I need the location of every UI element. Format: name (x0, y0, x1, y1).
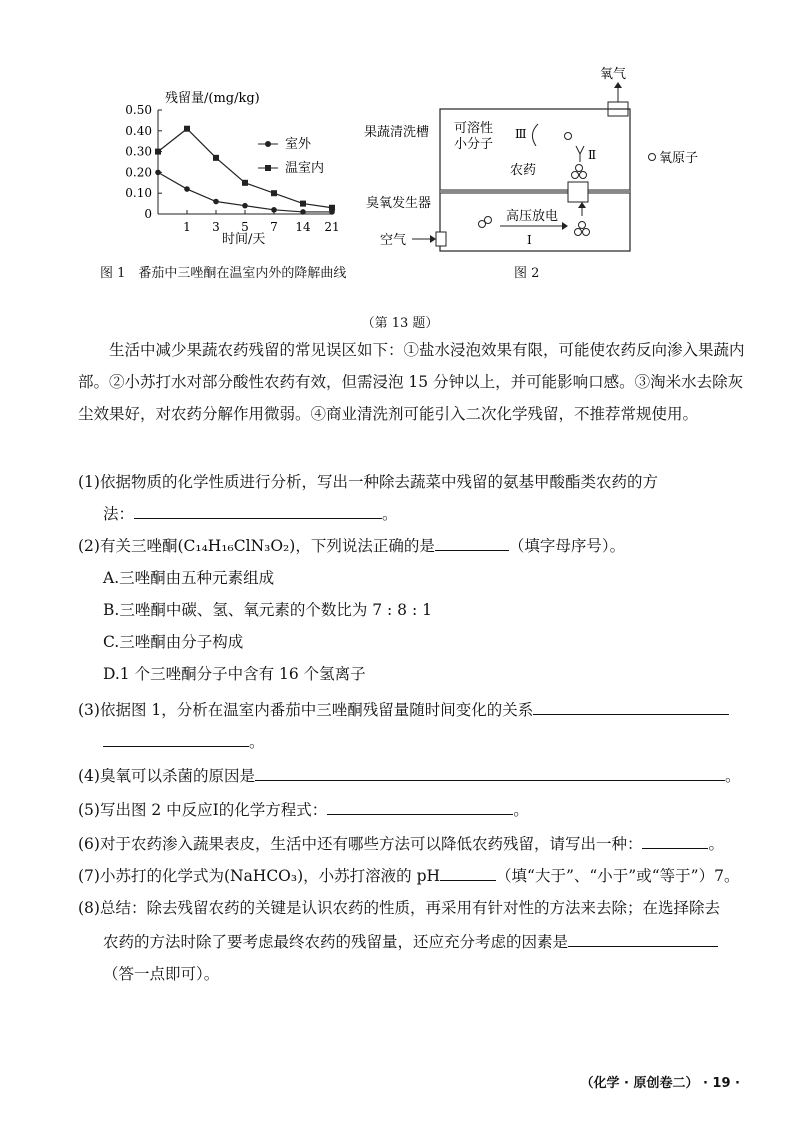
y-tick-labels (125, 103, 162, 221)
q1-end: 。 (382, 505, 398, 523)
ozone-pipe (568, 182, 588, 202)
series-0-point (300, 209, 306, 215)
y-tick-label: 0.30 (125, 144, 152, 159)
roman-3: Ⅲ (515, 127, 527, 141)
q6-end: 。 (708, 835, 724, 853)
y-shape-molecule (576, 146, 584, 162)
oxygen-atom-in-tank (565, 133, 572, 140)
series-0-point (184, 186, 190, 192)
roman-1: Ⅰ (527, 233, 532, 247)
y-tick-label: 0 (144, 207, 152, 221)
q7-prefix: (7)小苏打的化学式为(NaHCO₃)，小苏打溶液的 pH (78, 867, 441, 885)
q5-answer-blank[interactable] (327, 798, 513, 815)
q8-line1: (8)总结：除去残留农药的关键是认识农药的性质，再采用有针对性的方法来去除；在选择除去 (78, 899, 720, 917)
oxygen-molecule (479, 217, 492, 228)
series-0-point (271, 207, 277, 213)
discharge-label: 高压放电 (506, 209, 559, 224)
series-0-point (213, 199, 219, 205)
q6-text: (6)对于农药渗入蔬果表皮，生活中还有哪些方法可以降低农药残留，请写出一种： (78, 835, 643, 853)
x-tick-label: 21 (324, 220, 340, 234)
legend-greenhouse: 温室内 (285, 161, 325, 176)
q1-line2 (103, 502, 398, 526)
figure2-diagram (360, 62, 740, 262)
x-tick-label: 1 (183, 220, 191, 234)
q3-line2 (103, 730, 265, 754)
x-tick-label: 5 (241, 220, 249, 234)
q1-line1: (1)依据物质的化学性质进行分析，写出一种除去蔬菜中残留的氨基甲酸酯类农药的方 (78, 473, 658, 491)
q7-answer-blank[interactable] (440, 864, 496, 881)
y-tick-label: 0.40 (125, 123, 152, 138)
series-1-point (329, 205, 335, 211)
figure1-caption: 图 1 番茄中三唑酮在温室内外的降解曲线 (100, 266, 347, 281)
q8-line2 (103, 930, 718, 954)
q2-option-d: D.1 个三唑酮分子中含有 16 个氢离子 (103, 665, 366, 683)
curve-arrow-3 (532, 124, 538, 146)
generator-label: 臭氧发生器 (366, 196, 432, 211)
y-tick-label: 0.50 (125, 103, 152, 117)
page-footer: （化学 · 原创卷二） · 19 · (580, 1076, 740, 1091)
q2-formula: C₁₄H₁₆ClN₃O₂ (183, 537, 290, 555)
q4-line (78, 764, 740, 788)
oxygen-label: 氧气 (600, 67, 627, 82)
series-1-point (242, 180, 248, 186)
q7-suffix: （填“大于”、“小于”或“等于”）7。 (496, 867, 740, 885)
q2-suffix: )，下列说法正确的是 (289, 537, 435, 555)
series-1-point (184, 126, 190, 132)
series-0-point (155, 170, 161, 176)
q3-text: (3)依据图 1，分析在温室内番茄中三唑酮残留量随时间变化的关系 (78, 701, 534, 719)
pesticide-label: 农药 (510, 163, 537, 178)
q3-answer-blank-2[interactable] (103, 730, 249, 747)
q3-end: 。 (249, 733, 265, 751)
air-inlet (436, 232, 446, 246)
soluble-label-2: 小分子 (454, 137, 494, 152)
q8-answer-blank[interactable] (568, 930, 718, 947)
question-number: （第 13 题） (361, 316, 439, 331)
figure1-chart (100, 86, 350, 246)
q8-line3: （答一点即可）。 (103, 965, 220, 983)
q4-text: (4)臭氧可以杀菌的原因是 (78, 767, 255, 785)
q6-line (78, 832, 724, 856)
q2-prefix: (2)有关三唑酮( (78, 537, 184, 555)
oxygen-atom-legend-icon (649, 154, 656, 161)
series-1-point (300, 201, 306, 207)
oxygen-atom-legend: 氧原子 (659, 151, 699, 166)
ozone-molecule-gen (575, 222, 590, 236)
figure2-caption: 图 2 (514, 266, 540, 281)
series-1-point (155, 149, 161, 155)
q7-line (78, 864, 739, 888)
x-axis-label: 时间/天 (222, 232, 266, 246)
q2-option-a: A.三唑酮由五种元素组成 (103, 569, 275, 587)
y-tick-label: 0.20 (125, 165, 152, 180)
intro-paragraph: 生活中减少果蔬农药残留的常见误区如下：①盐水浸泡效果有限，可能使农药反向渗入果蔬内部。②小苏打水对部分酸性农药有效，但需浸泡 15 分钟以上，并可能影响口感。③淘米水去除灰尘效果好，对农药分解作用微弱。④商业清洗剂可能引入二次化学残留，不推荐常规使用。 (78, 341, 745, 423)
q3-line1 (78, 698, 729, 722)
legend (258, 137, 324, 176)
ozone-molecule-tank (572, 165, 587, 179)
q4-answer-blank[interactable] (255, 764, 725, 781)
roman-2: Ⅱ (588, 148, 597, 162)
x-tick-label: 14 (295, 220, 311, 234)
y-tick-label: 0.10 (125, 186, 152, 201)
q8-text: 农药的方法时除了要考虑最终农药的残留量，还应充分考虑的因素是 (103, 933, 569, 951)
air-label: 空气 (380, 233, 407, 248)
q2-option-c: C.三唑酮由分子构成 (103, 633, 244, 651)
x-tick-label: 7 (270, 220, 278, 234)
legend-outdoor: 室外 (285, 137, 312, 152)
q5-line (78, 798, 529, 822)
series-0-point (242, 203, 248, 209)
q2-line (78, 534, 625, 558)
series-1-point (213, 155, 219, 161)
q1-answer-blank[interactable] (134, 502, 382, 519)
q2-answer-blank[interactable] (435, 534, 509, 551)
y-axis-label: 残留量/(mg/kg) (165, 91, 260, 106)
q2-hint: （填字母序号）。 (508, 537, 626, 555)
q6-answer-blank[interactable] (642, 832, 708, 849)
series-1-point (271, 190, 277, 196)
x-tick-label: 3 (212, 220, 220, 234)
q2-option-b: B.三唑酮中碳、氢、氧元素的个数比为 7 : 8 : 1 (103, 601, 432, 619)
q5-end: 。 (513, 801, 529, 819)
soluble-label-1: 可溶性 (454, 121, 494, 136)
q1-label: 法： (103, 505, 135, 523)
q4-end: 。 (724, 767, 741, 785)
q3-answer-blank-1[interactable] (533, 698, 729, 715)
q5-text: (5)写出图 2 中反应Ⅰ的化学方程式： (78, 801, 328, 819)
tank-label: 果蔬清洗槽 (364, 125, 430, 140)
